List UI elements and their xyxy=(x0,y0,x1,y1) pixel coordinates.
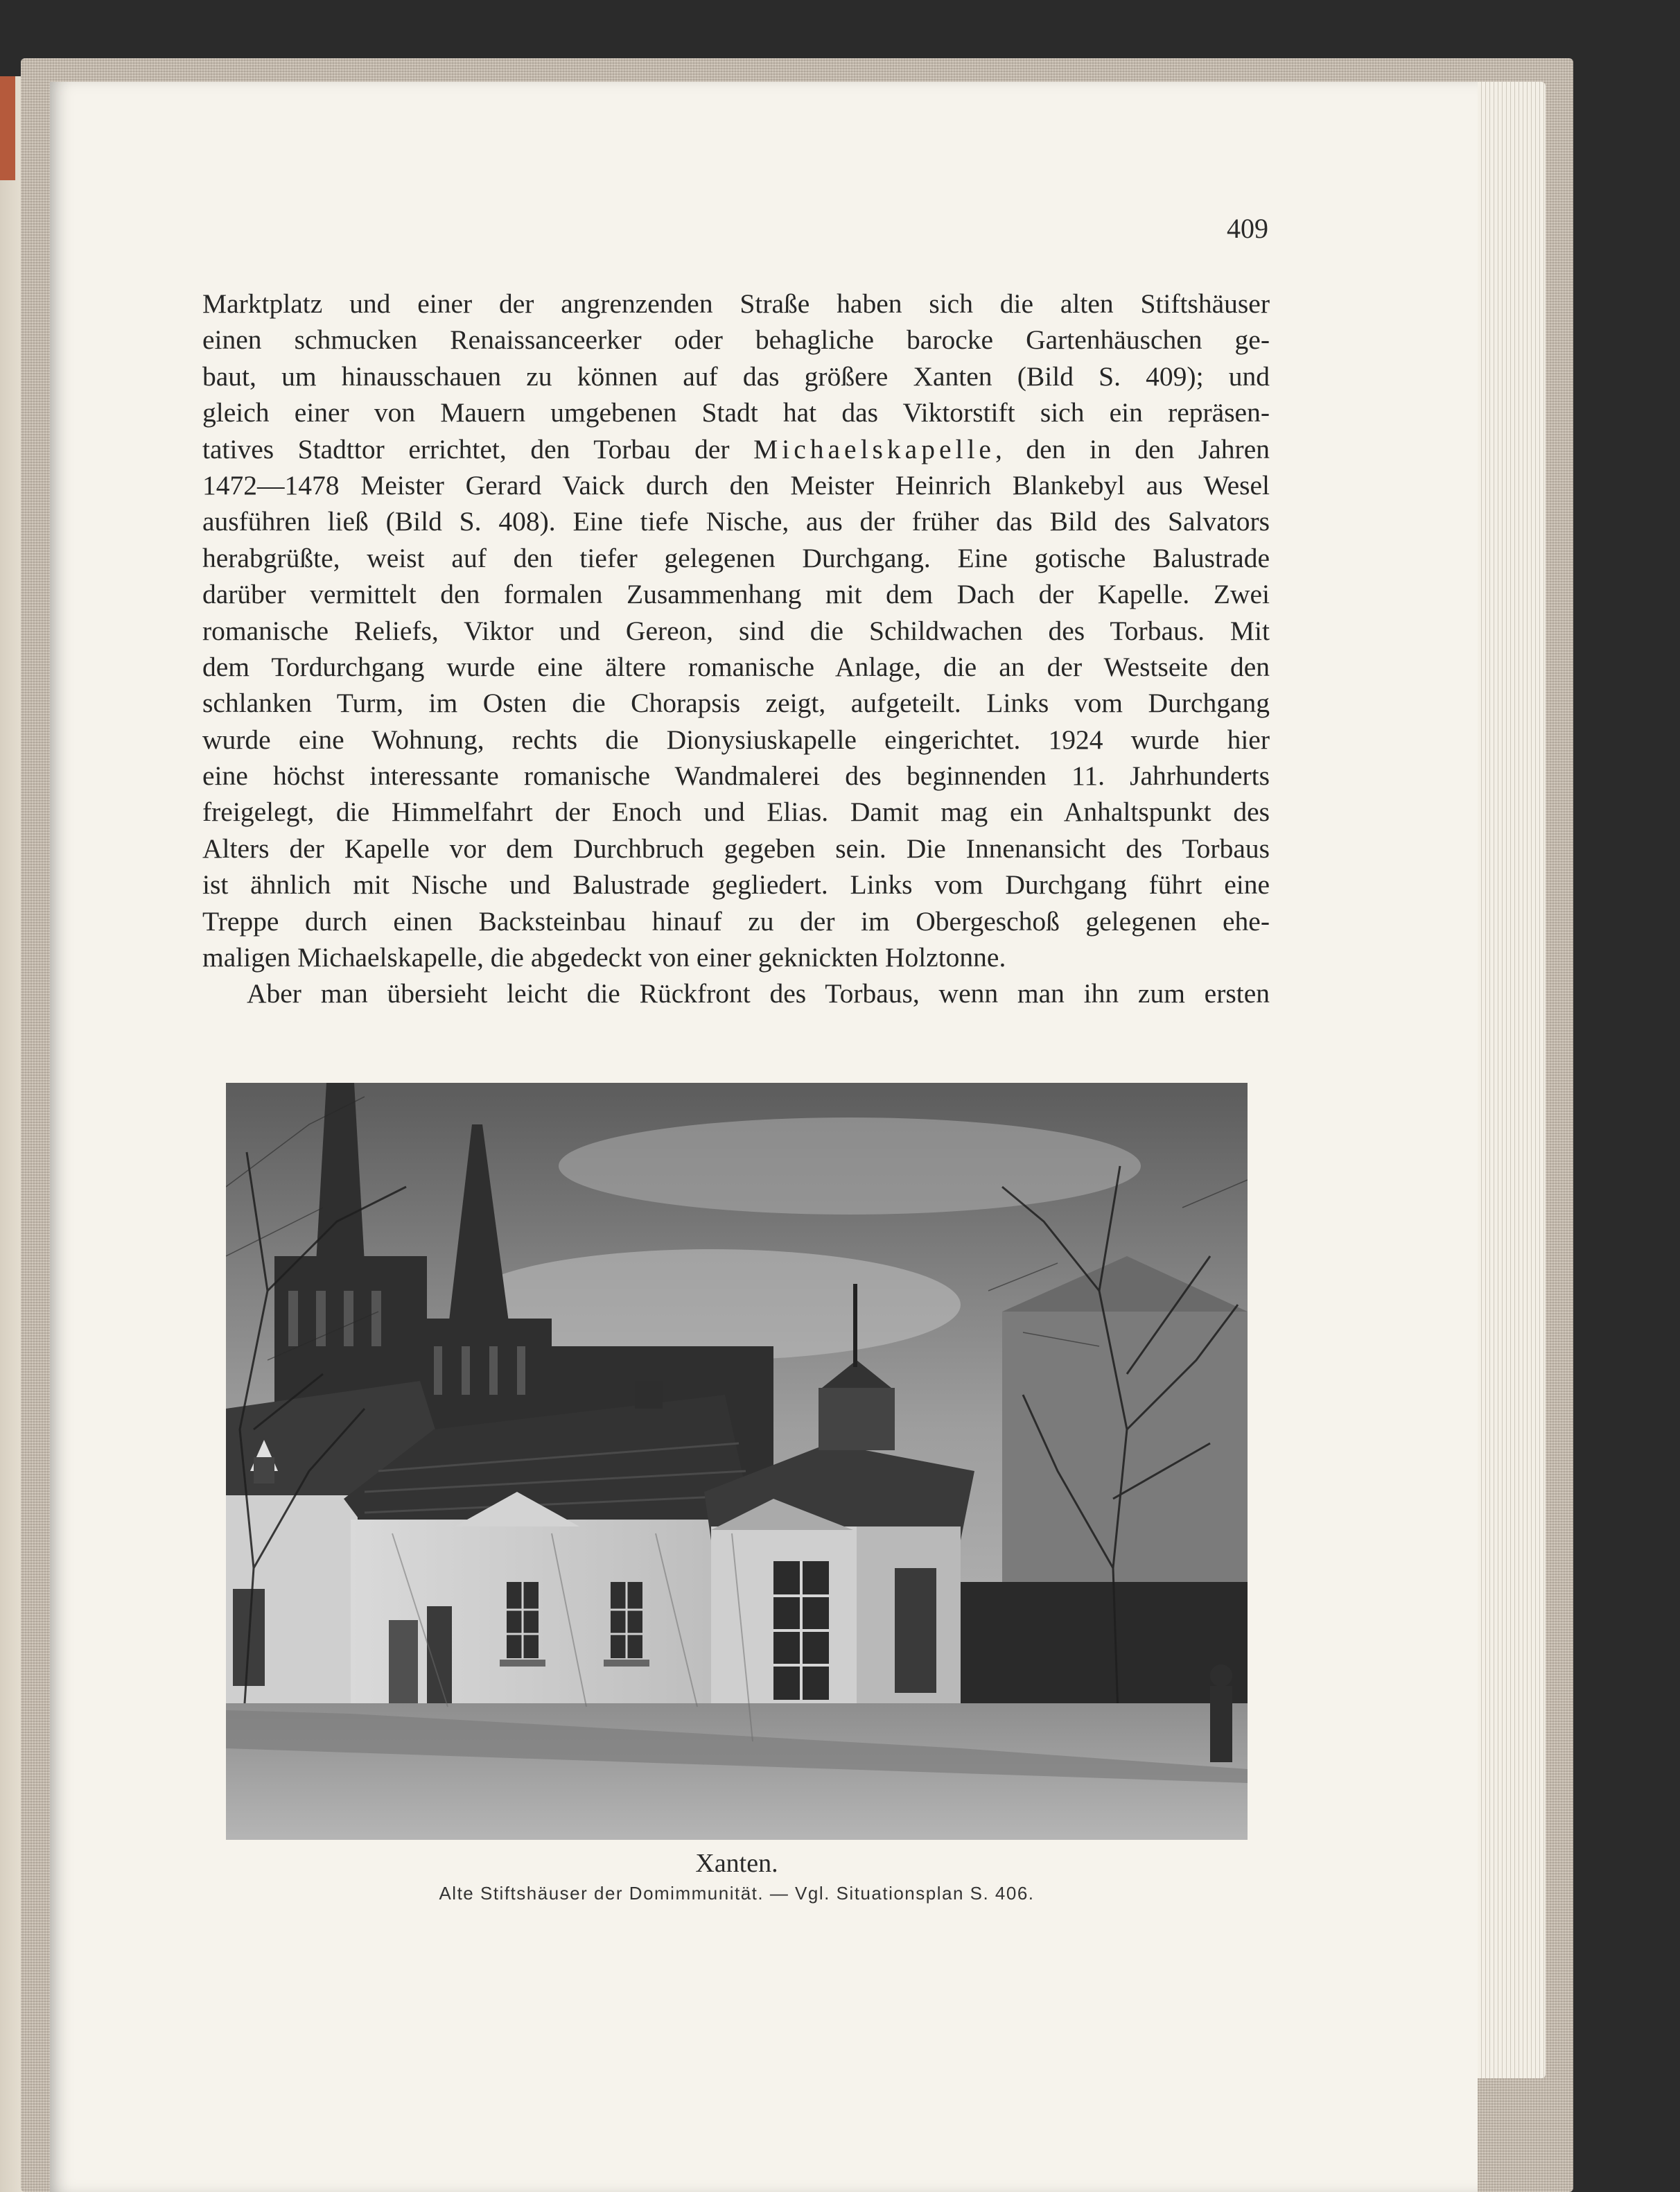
page-number: 409 xyxy=(1227,213,1268,244)
text-line: wurde eine Wohnung, rechts die Dionysiuskapelle eingerichtet. 1924 wurde hier xyxy=(202,724,1270,755)
text-line: Alters der Kapelle vor dem Durchbruch gegeben sein. Die Innenansicht des Torbaus xyxy=(202,833,1270,864)
text-line: romanische Reliefs, Viktor und Gereon, sind die Schildwachen des Torbaus. Mit xyxy=(202,615,1270,646)
text-line: eine höchst interessante romanische Wandmalerei des beginnenden 11. Jahrhunderts xyxy=(202,760,1270,792)
text-line-new-paragraph: Aber man übersieht leicht die Rückfront des Torbaus, wenn man ihn zum ersten xyxy=(247,978,1270,1009)
page-edges xyxy=(1469,82,1546,2078)
text-line: darüber vermittelt den formalen Zusammenhang mit dem Dach der Kapelle. Zwei xyxy=(202,579,1270,610)
text-segment: , den in den Jahren xyxy=(995,433,1270,464)
text-line: Treppe durch einen Backsteinbau hinauf zu der im Obergeschoß gelegenen ehe- xyxy=(202,905,1270,937)
caption-subtitle: Alte Stiftshäuser der Domimmunität. — Vgl. Situationsplan S. 406. xyxy=(439,1883,1035,1904)
text-line-with-spaced-word xyxy=(202,431,1270,467)
text-line: einen schmucken Renaissanceerker oder behagliche barocke Gartenhäuschen ge- xyxy=(202,324,1270,356)
caption-title: Xanten. xyxy=(695,1849,778,1878)
text-line: Marktplatz und einer der angrenzenden Straße haben sich die alten Stiftshäuser xyxy=(202,288,1270,319)
text-line: dem Tordurchgang wurde eine ältere romanische Anlage, die an der Westseite den xyxy=(202,651,1270,682)
red-page-marker xyxy=(0,76,15,180)
photograph-xanten-houses xyxy=(226,1083,1248,1840)
text-line: schlanken Turm, im Osten die Chorapsis zeigt, aufgeteilt. Links vom Durchgang xyxy=(202,688,1270,719)
text-line: baut, um hinausschauen zu können auf das größere Xanten (Bild S. 409); und xyxy=(202,360,1270,392)
text-line: freigelegt, die Himmelfahrt der Enoch und Elias. Damit mag ein Anhaltspunkt des xyxy=(202,797,1270,828)
body-text xyxy=(202,286,1270,1012)
text-line: ist ähnlich mit Nische und Balustrade gegliedert. Links vom Durchgang führt eine xyxy=(202,869,1270,901)
spaced-word: Michaelskapelle xyxy=(753,433,995,464)
text-line: 1472—1478 Meister Gerard Vaick durch den Meister Heinrich Blankebyl aus Wesel xyxy=(202,469,1270,501)
text-segment: tatives Stadttor errichtet, den Torbau der xyxy=(202,433,754,464)
text-line: ausführen ließ (Bild S. 408). Eine tiefe Nische, aus der früher das Bild des Salvators xyxy=(202,506,1270,537)
text-line: gleich einer von Mauern umgebenen Stadt hat das Viktorstift sich ein repräsen- xyxy=(202,397,1270,428)
text-line-paragraph-end: maligen Michaelskapelle, die abgedeckt von einer geknickten Holztonne. xyxy=(202,942,1006,973)
text-line: herabgrüßte, weist auf den tiefer gelegenen Durchgang. Eine gotische Balustrade xyxy=(202,542,1270,573)
